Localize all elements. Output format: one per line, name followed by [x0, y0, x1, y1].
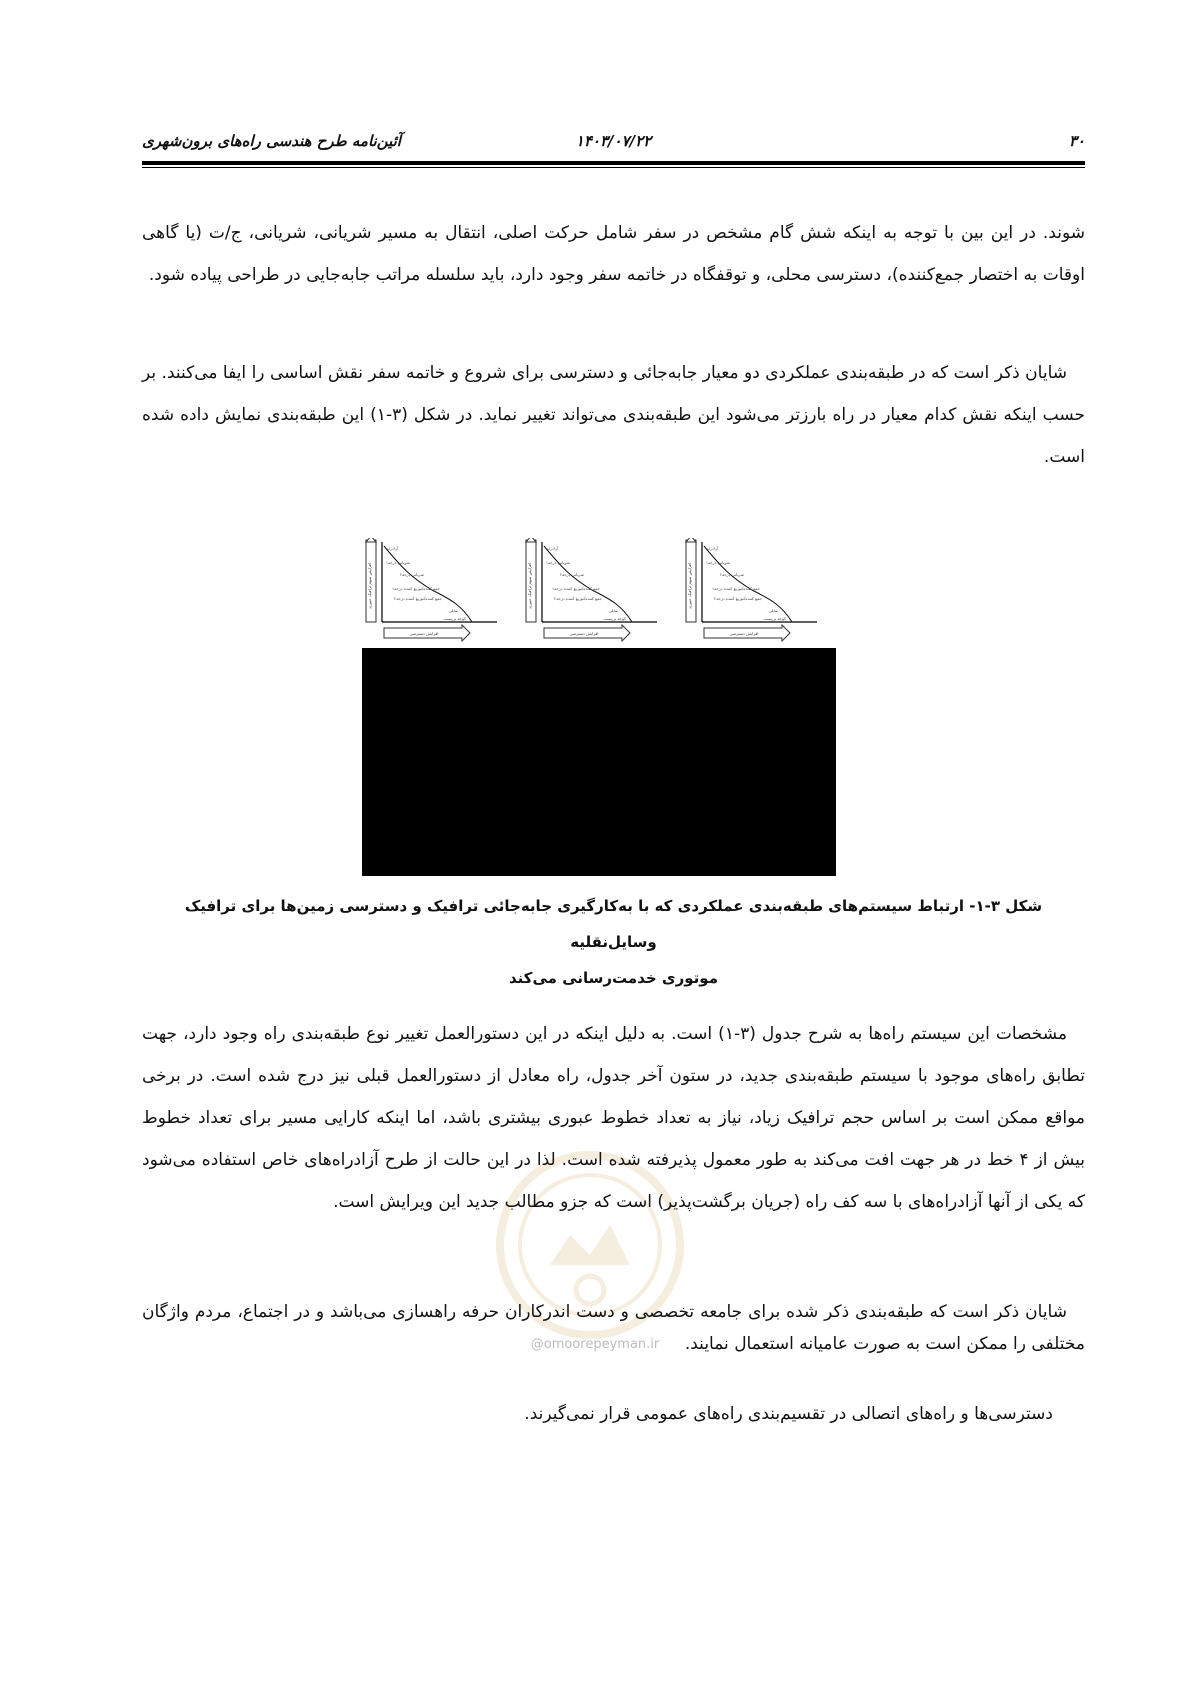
paragraph-1: شوند. در این بین با توجه به اینکه شش گام مشخص در سفر شامل حرکت اصلی، انتقال به مسیر شریانی، شریانی، ج/ت (یا گاهی اوقات به اختصار جمع‌کننده)، دسترسی محلی، و توقفگاه در خاتمه سفر وجود دارد، باید سلسله مراتب جابه‌جایی در طراحی پیاده شود.	[142, 223, 1085, 285]
diagram-panel	[362, 538, 512, 648]
y-axis-label: افزایش سهم ترافیک عبوری	[527, 562, 532, 610]
y-axis-label: افزایش سهم ترافیک عبوری	[367, 562, 372, 610]
x-axis-label: افزایش دسترسی	[409, 631, 439, 636]
y-axis-label: افزایش سهم ترافیک عبوری	[687, 562, 692, 610]
curve-label: جمع کننده/توزیع کننده درجه۲	[714, 596, 762, 601]
curve-label: شریانی درجه۱	[705, 560, 730, 565]
page-number: ۳۰	[1068, 132, 1085, 150]
curve-label: شریانی درجه۱	[545, 560, 570, 565]
curve-label: آزادراه	[546, 546, 558, 551]
curve-label: شریانی درجه۲	[399, 572, 424, 577]
curve-label: جمع کننده/توزیع کننده درجه۱	[552, 586, 600, 591]
paragraph-4: شایان ذکر است که طبقه‌بندی ذکر شده برای جامعه تخصصی و دست اندرکاران حرفه راهسازی می‌باشد و در اجتماع، مردم واژگان مختلفی را ممکن است به صورت عامیانه استعمال نمایند.	[142, 1302, 1085, 1354]
diagram-svg	[362, 538, 512, 648]
document-title: آئین‌نامه طرح هندسی راه‌های برون‌شهری	[142, 132, 401, 150]
curve-label: جمع کننده/توزیع کننده درجه۱	[712, 586, 760, 591]
curve-label: آزادراه	[706, 546, 718, 551]
x-axis-label: افزایش دسترسی	[569, 631, 599, 636]
curve-label: جمع کننده/توزیع کننده درجه۲	[554, 596, 602, 601]
curve-label: محلی	[768, 608, 778, 613]
diagram-svg	[682, 538, 832, 648]
curve-label: محلی	[608, 608, 618, 613]
diagram-panel	[682, 538, 832, 648]
header-rule-thick	[142, 161, 1085, 165]
curve-label: جمع کننده/توزیع کننده درجه۱	[392, 586, 440, 591]
curve-label: کوچه بن‌بست	[763, 616, 786, 621]
diagram-svg	[522, 538, 672, 648]
paragraph-3: مشخصات این سیستم راه‌ها به شرح جدول (۳-۱) است. به دلیل اینکه در این دستورالعمل تغییر نوع طبقه‌بندی راه وجود دارد، جهت تطابق راه‌های موجود با سیستم طبقه‌بندی جدید، در ستون آخر جدول، راه معادل از دستورالعمل قبلی نیز درج شده است. در برخی مواقع ممکن است بر اساس حجم ترافیک زیاد، نیاز به تعداد خطوط عبوری بیشتری باشد، اما اینکه کارایی مسیر برای تعداد خطوط بیش از ۴ خط در هر جهت افت می‌کند به طور معمول پذیرفته شده است. لذا در این حالت از طرح آزادراه‌های خاص استفاده می‌شود که یکی از آنها آزادراه‌های با سه کف راه (جریان برگشت‌پذیر) است که جزو مطالب جدید این ویرایش است.	[142, 1024, 1086, 1212]
page-header	[142, 128, 1085, 158]
curve-label: کوچه بن‌بست	[603, 616, 626, 621]
figure-black-area	[362, 648, 836, 876]
figure-3-1	[362, 538, 836, 876]
figure-panels	[362, 538, 836, 648]
curve-label: شریانی درجه۲	[559, 572, 584, 577]
watermark-text: @omoorepeyman.ir	[530, 1337, 660, 1352]
curve-label: شریانی درجه۲	[719, 572, 744, 577]
header-date: ۱۴۰۳/۰۷/۲۲	[575, 132, 652, 150]
header-rule-thin	[142, 167, 1085, 168]
curve-label: شریانی درجه۱	[385, 560, 410, 565]
caption-line-1: شکل ۳-۱- ارتباط سیستم‌های طبقه‌بندی عملکردی که با به‌کارگیری جابه‌جائی ترافیک و دسترسی زمین‌ها برای ترافیک وسایل‌نقلیه	[184, 897, 1043, 951]
curve-label: کوچه بن‌بست	[443, 616, 466, 621]
paragraph-5: دسترسی‌ها و راه‌های اتصالی در تقسیم‌بندی راه‌های عمومی قرار نمی‌گیرند.	[524, 1404, 1053, 1424]
curve-label: آزادراه	[386, 546, 398, 551]
diagram-panel	[522, 538, 672, 648]
x-axis-label: افزایش دسترسی	[729, 631, 759, 636]
curve-label: جمع کننده/توزیع کننده درجه۲	[394, 596, 442, 601]
paragraph-2: شایان ذکر است که در طبقه‌بندی عملکردی دو معیار جابه‌جائی و دسترسی برای شروع و خاتمه سفر نقش اساسی را ایفا می‌کنند. بر حسب اینکه نقش کدام معیار در راه بارزتر می‌شود این طبقه‌بندی می‌تواند تغییر نماید. در شکل (۳-۱) این طبقه‌بندی نمایش داده شده است.	[142, 363, 1085, 467]
curve-label: محلی	[448, 608, 458, 613]
figure-caption	[142, 888, 1085, 996]
caption-line-2: موتوری خدمت‌رسانی می‌کند	[509, 969, 718, 987]
